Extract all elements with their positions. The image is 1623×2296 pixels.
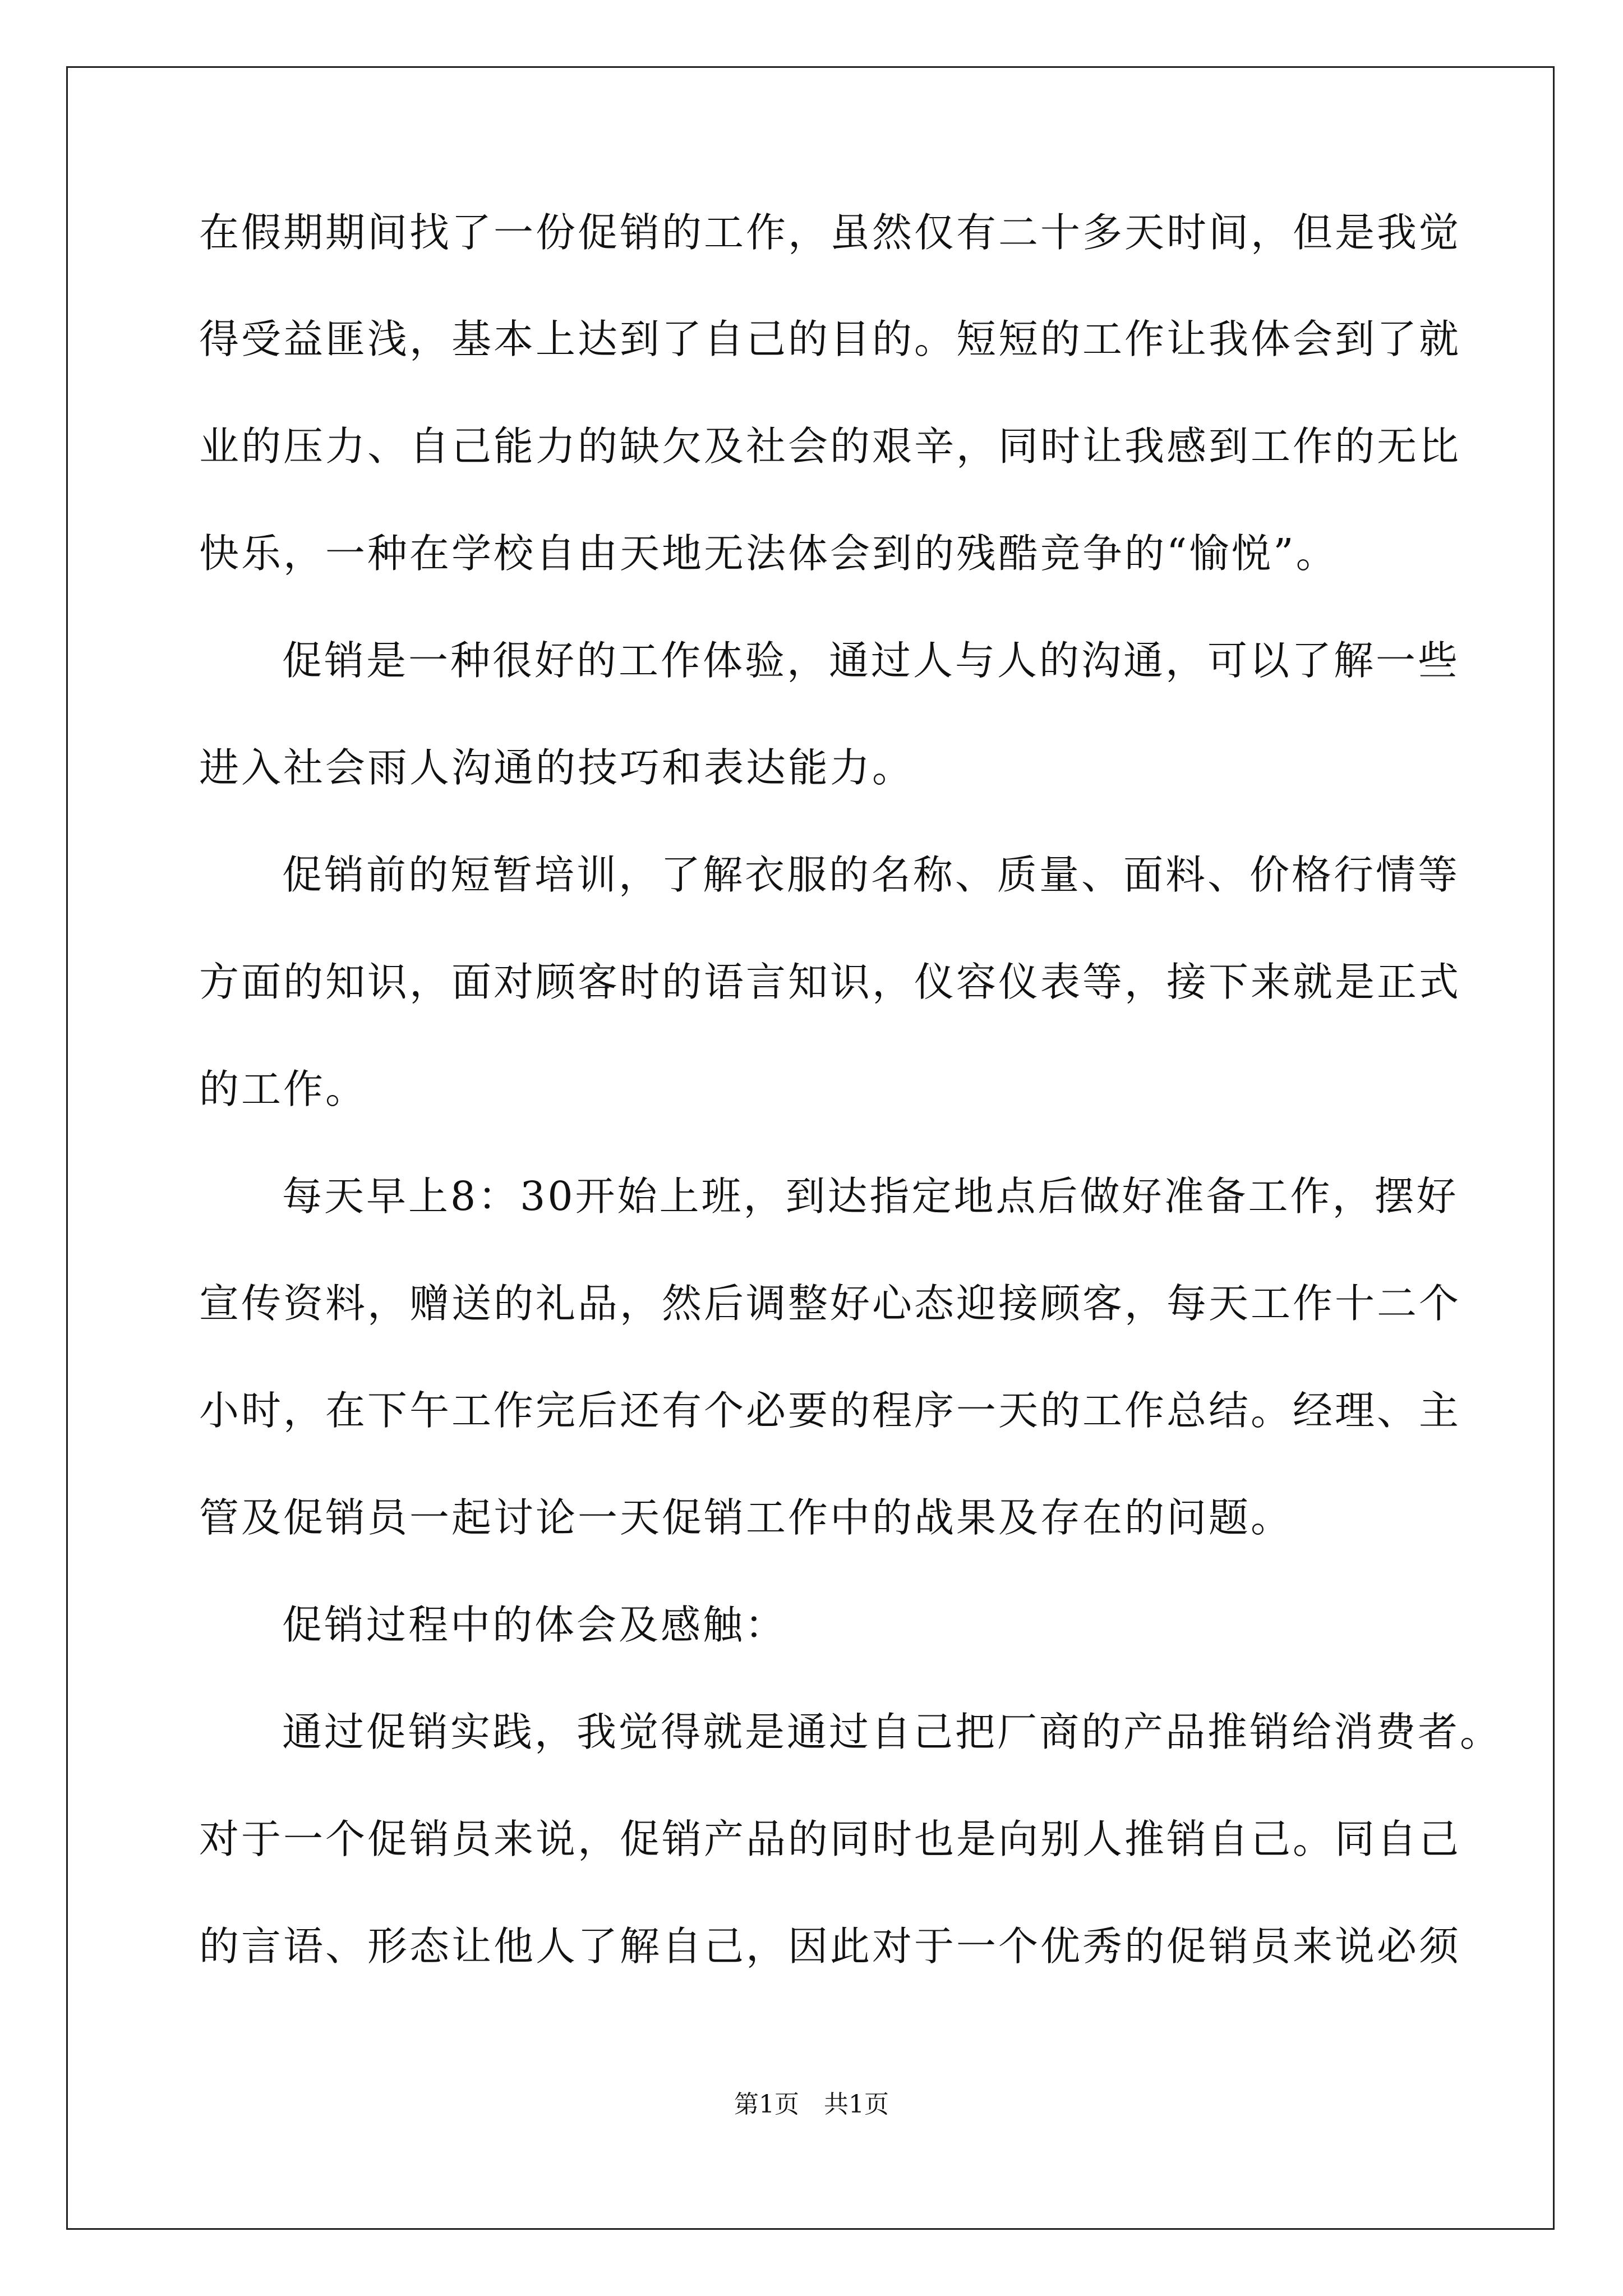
paragraph-first-line: 促销是一种很好的工作体验，通过人与人的沟通，可以了解一些 bbox=[282, 637, 1460, 684]
text-line: 小时，在下午工作完后还有个必要的程序一天的工作总结。经理、主 bbox=[199, 1387, 1461, 1434]
text-line: 快乐，一种在学校自由天地无法体会到的残酷竞争的“愉悦”。 bbox=[199, 530, 1338, 577]
page-number-footer: 第1页 共1页 bbox=[734, 2090, 889, 2119]
paragraph-first-line: 促销前的短暂培训，了解衣服的名称、质量、面料、价格行情等 bbox=[282, 852, 1460, 898]
text-line: 在假期期间找了一份促销的工作，虽然仅有二十多天时间，但是我觉 bbox=[199, 209, 1461, 256]
page-border bbox=[66, 66, 1555, 2230]
text-line: 方面的知识，面对顾客时的语言知识，仪容仪表等，接下来就是正式 bbox=[199, 959, 1461, 1005]
text-line: 宣传资料，赠送的礼品，然后调整好心态迎接顾客，每天工作十二个 bbox=[199, 1280, 1461, 1327]
text-line: 得受益匪浅，基本上达到了自己的目的。短短的工作让我体会到了就 bbox=[199, 316, 1461, 362]
text-line: 业的压力、自己能力的缺欠及社会的艰辛，同时让我感到工作的无比 bbox=[199, 423, 1461, 470]
text-line: 进入社会雨人沟通的技巧和表达能力。 bbox=[199, 744, 915, 791]
paragraph-first-line: 通过促销实践，我觉得就是通过自己把厂商的产品推销给消费者。 bbox=[282, 1709, 1502, 1755]
paragraph-first-line: 每天早上8：30开始上班，到达指定地点后做好准备工作，摆好 bbox=[282, 1173, 1459, 1220]
section-heading: 促销过程中的体会及感触： bbox=[282, 1602, 787, 1648]
text-line: 对于一个促销员来说，促销产品的同时也是向别人推销自己。同自己 bbox=[199, 1816, 1461, 1862]
text-line: 的工作。 bbox=[199, 1066, 368, 1112]
text-line: 管及促销员一起讨论一天促销工作中的战果及存在的问题。 bbox=[199, 1494, 1293, 1541]
text-line: 的言语、形态让他人了解自己，因此对于一个优秀的促销员来说必须 bbox=[199, 1923, 1461, 1970]
